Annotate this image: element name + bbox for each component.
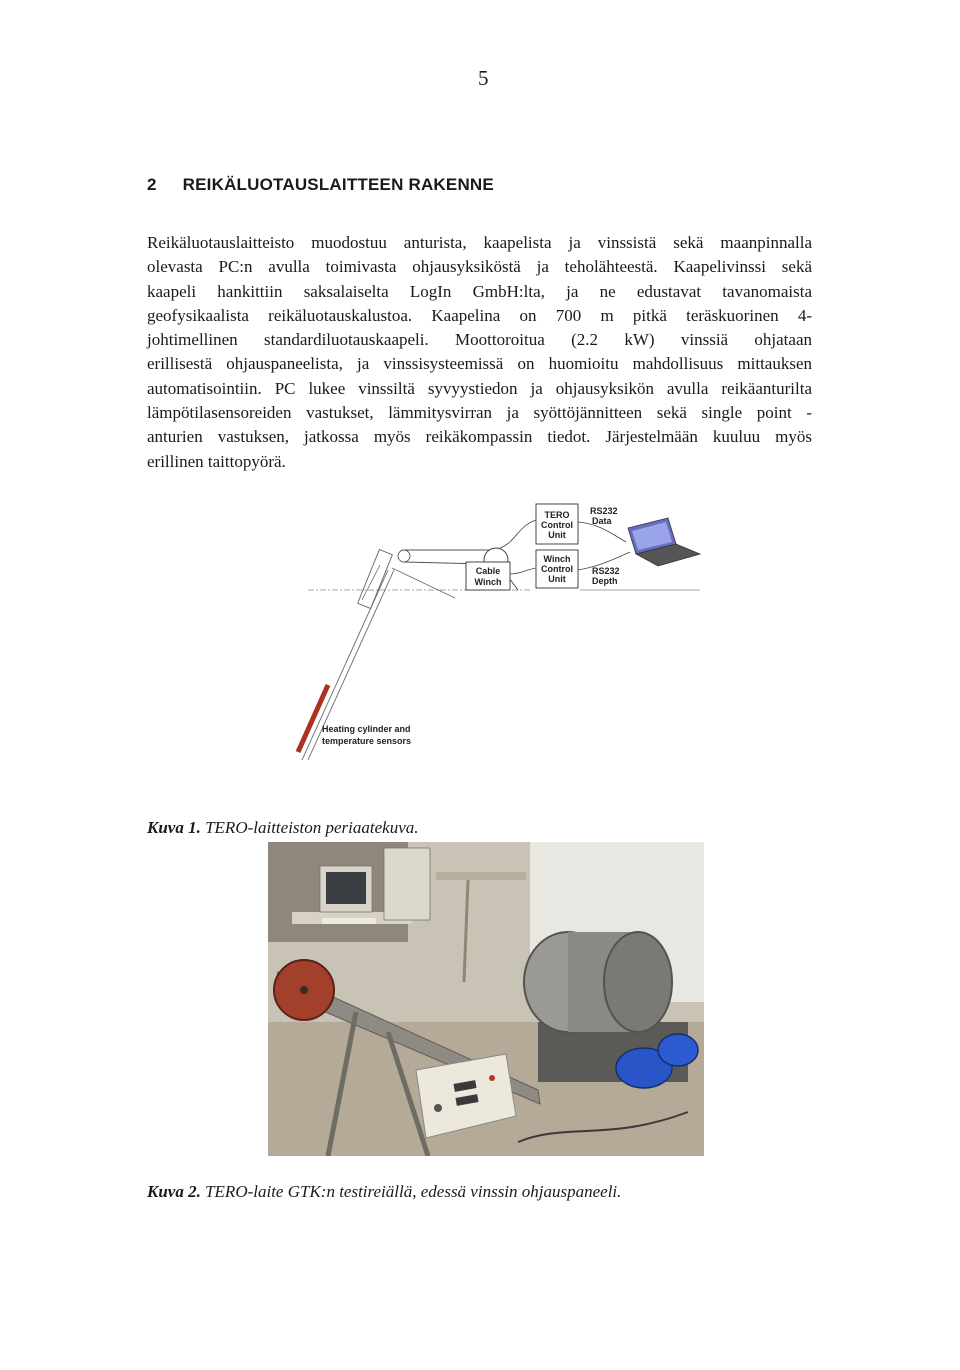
figure1-caption: [147, 818, 419, 838]
rs232-depth-label: Depth: [592, 576, 618, 586]
tero-schematic-diagram: [280, 490, 720, 780]
paragraph-line: kaapeli hankittiin saksalaiselta LogIn GmbH:lta, ja ne edustavat tavanomaista: [147, 281, 812, 301]
connector-line: [500, 520, 536, 548]
rs232-depth-label: RS232: [592, 566, 620, 576]
paragraph-line: automatisointiin. PC lukee vinssiltä syvyystiedon ja ohjausyksikön avulla reikäanturilta: [147, 378, 812, 398]
winch-control-label: Winch: [543, 554, 571, 564]
figure1-caption-label: Kuva 1.: [147, 818, 201, 837]
paragraph-line: erillisestä ohjauspaneelista, ja vinssisysteemissä on huomioitu mahdollisuus mittauksen: [147, 354, 812, 374]
photo-rack: [436, 872, 526, 880]
page-number: 5: [478, 66, 489, 90]
rs232-data-label: RS232: [590, 506, 618, 516]
cable-winch-label: Winch: [474, 577, 502, 587]
figure2-caption-label: Kuva 2.: [147, 1182, 201, 1201]
rs232-data-label: Data: [592, 516, 612, 526]
tero-label: Control: [541, 520, 573, 530]
paragraph-line: johtimellinen standardiluotauskaapeli. Moottoroitua (2.2 kW) vinssiä ohjataan: [147, 330, 812, 350]
body-paragraph: [147, 231, 812, 474]
paragraph-line: Reikäluotauslaitteisto muodostuu anturista, kaapelista ja vinssistä sekä maanpinnalla: [147, 233, 812, 252]
mast-strut: [392, 568, 455, 598]
paragraph-line: erillinen taittopyörä.: [147, 451, 286, 471]
paragraph-line: olevasta PC:n avulla toimivasta ohjausyksiköstä ja teholähteestä. Kaapelivinssi sekä: [147, 257, 812, 277]
tero-photo: [268, 842, 704, 1156]
section-heading: [147, 175, 494, 195]
cable-winch-label: Cable: [475, 566, 501, 576]
winch-control-label: Unit: [548, 574, 566, 584]
heating-cylinder-label: Heating cylinder and: [322, 724, 411, 734]
figure2-caption-text: TERO-laite GTK:n testireiällä, edessä vinssin ohjauspaneeli.: [205, 1182, 622, 1201]
sheave-wheel: [398, 550, 410, 562]
photo-sheave-hub: [300, 986, 308, 994]
photo-pc-tower: [384, 848, 430, 920]
paragraph-line: lämpötilasensoreiden vastukset, lämmitysvirran ja syöttöjännitteen sekä single point -: [147, 403, 812, 423]
paragraph-line: geofysikaalista reikäluotauskalustoa. Kaapelina on 700 m pitkä teräskuorinen 4-: [147, 305, 812, 325]
figure1-caption-text: TERO-laitteiston periaatekuva.: [205, 818, 419, 837]
photo-motor: [658, 1034, 698, 1066]
photo-keyboard: [322, 918, 376, 924]
heating-cylinder-label: temperature sensors: [322, 736, 412, 746]
tero-label: TERO: [544, 510, 570, 520]
winch-control-label: Control: [541, 564, 573, 574]
photo-panel-button: [489, 1075, 495, 1081]
photo-panel-knob: [434, 1104, 442, 1112]
connector-line: [510, 568, 536, 574]
figure2-caption: [147, 1182, 621, 1202]
section-number: 2: [147, 175, 157, 194]
section-title: REIKÄLUOTAUSLAITTEEN RAKENNE: [182, 175, 494, 194]
tero-label: Unit: [548, 530, 566, 540]
photo-monitor-screen: [326, 872, 366, 904]
photo-winch-drum-far: [604, 932, 672, 1032]
paragraph-line: anturien vastuksen, jatkossa myös reikäkompassin tiedot. Järjestelmään kuuluu myös: [147, 427, 812, 447]
laptop-icon: [628, 518, 700, 566]
